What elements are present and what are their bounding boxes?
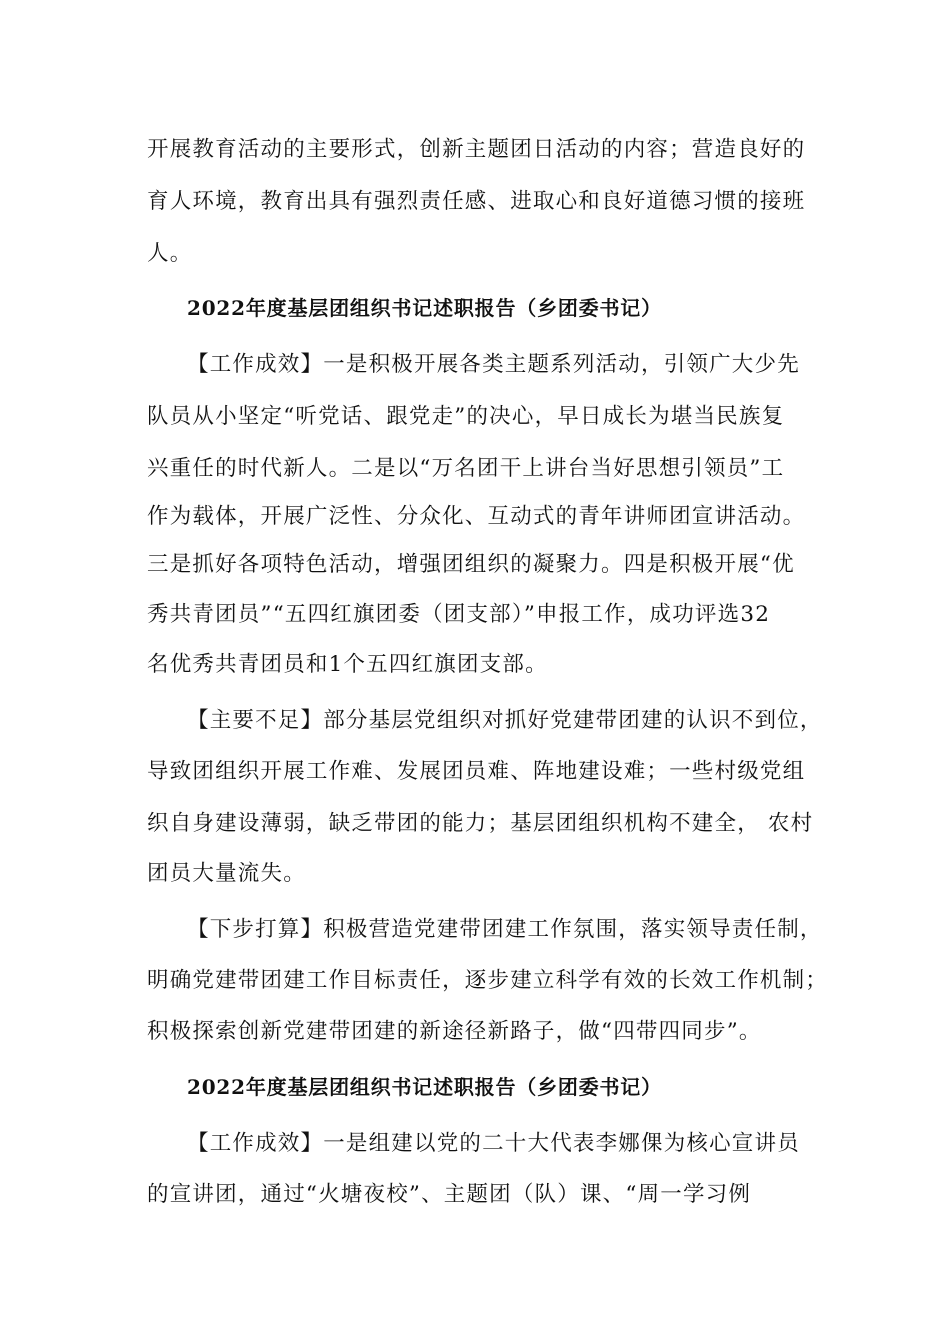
paragraph-line: 团员大量流失。 — [147, 861, 306, 886]
paragraph-line: 三是抓好各项特色活动，增强团组织的凝聚力。四是积极开展“优 — [147, 552, 795, 577]
paragraph-line: 织自身建设薄弱，缺乏带团的能力；基层团组织机构不建全， 农村 — [147, 811, 814, 836]
paragraph-line: 【工作成效】一是积极开展各类主题系列活动，引领广大少先 — [187, 352, 800, 377]
section-heading: 2022年度基层团组织书记述职报告（乡团委书记） — [187, 1075, 662, 1099]
paragraph-line: 积极探索创新党建带团建的新途径新路子，做“四带四同步”。 — [147, 1019, 762, 1044]
paragraph-line: 兴重任的时代新人。二是以“万名团干上讲台当好思想引领员”工 — [147, 456, 785, 481]
paragraph-line: 育人环境，教育出具有强烈责任感、进取心和良好道德习惯的接班 — [147, 189, 806, 214]
paragraph-line: 明确党建带团建工作目标责任，逐步建立科学有效的长效工作机制； — [147, 968, 829, 993]
paragraph-line: 开展教育活动的主要形式，创新主题团日活动的内容；营造良好的 — [147, 137, 806, 162]
paragraph-line: 人。 — [147, 241, 193, 266]
paragraph-line: 秀共青团员”“五四红旗团委（团支部）”申报工作，成功评选32 — [147, 602, 771, 627]
section-heading: 2022年度基层团组织书记述职报告（乡团委书记） — [187, 296, 662, 320]
paragraph-line: 【工作成效】一是组建以党的二十大代表李娜倮为核心宣讲员 — [187, 1131, 800, 1156]
paragraph-line: 导致团组织开展工作难、发展团员难、阵地建设难；一些村级党组 — [147, 759, 806, 784]
paragraph-line: 名优秀共青团员和1个五四红旗团支部。 — [147, 652, 548, 677]
paragraph-line: 队员从小坚定“听党话、跟党走”的决心，早日成长为堪当民族复 — [147, 404, 785, 429]
paragraph-line: 的宣讲团，通过“火塘夜校”、主题团（队）课、“周一学习例 — [147, 1182, 752, 1207]
paragraph-line: 【下步打算】积极营造党建带团建工作氛围，落实领导责任制， — [187, 917, 823, 942]
paragraph-line: 【主要不足】部分基层党组织对抓好党建带团建的认识不到位， — [187, 708, 823, 733]
paragraph-line: 作为载体，开展广泛性、分众化、互动式的青年讲师团宣讲活动。 — [147, 504, 806, 529]
